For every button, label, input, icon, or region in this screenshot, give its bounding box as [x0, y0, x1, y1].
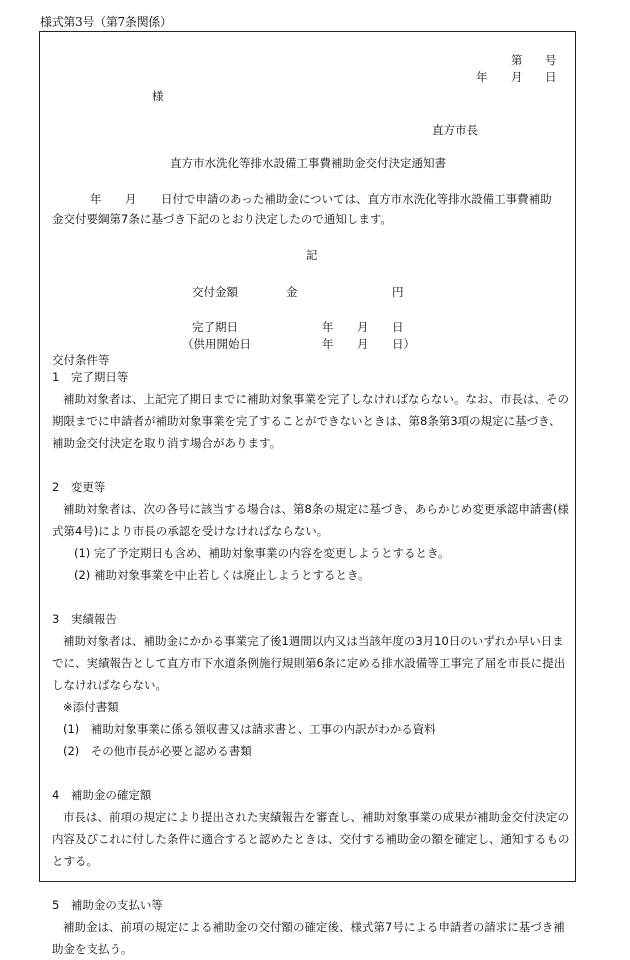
section-4-heading: 4 補助金の確定額 — [52, 788, 152, 802]
section-2-item-2: (2) 補助対象事業を中止若しくは廃止しようとするとき。 — [74, 568, 370, 582]
service-day: 日） — [392, 337, 415, 351]
sender-mayor: 直方市長 — [432, 123, 478, 137]
intro-month: 月 — [125, 192, 137, 206]
completion-year: 年 — [322, 320, 334, 334]
number-dai: 第 — [511, 53, 523, 67]
section-3-note: ※添付書類 — [63, 700, 119, 714]
completion-label: 完了期日 — [192, 320, 238, 334]
completion-month: 月 — [357, 320, 369, 334]
section-5-heading: 5 補助金の支払い等 — [52, 898, 163, 912]
date-month: 月 — [511, 70, 523, 84]
section-3-heading: 3 実績報告 — [52, 612, 117, 626]
intro-day-text: 日付で申請のあった補助金については、直方市水洗化等排水設備工事費補助 — [161, 192, 552, 206]
form-label: 様式第3号（第7条関係） — [40, 15, 172, 29]
section-1-heading: 1 完了期日等 — [52, 370, 129, 384]
intro-year: 年 — [90, 192, 102, 206]
amount-label: 交付金額 — [192, 285, 238, 299]
amount-kin: 金 — [286, 285, 298, 299]
section-3-item-1: (1) 補助対象事業に係る領収書又は請求書と、工事の内訳がわかる資料 — [63, 722, 436, 736]
addressee-sama: 様 — [152, 89, 164, 103]
section-3-body: 補助対象者は、補助金にかかる事業完了後1週間以内又は当該年度の3月10日のいずれか早い日までに、実績報告として直方市下水道条例施行規則第6条に定める排水設備等工事完了届を市長に提出しなければならない。 — [52, 634, 566, 692]
completion-day: 日 — [392, 320, 404, 334]
service-month: 月 — [357, 337, 369, 351]
section-5-body: 補助金は、前項の規定による補助金の交付額の確定後、様式第7号による申請者の請求に基づき補助金を支払う。 — [52, 920, 565, 956]
section-2-item-1: (1) 完了予定期日も含め、補助対象事業の内容を変更しようとするとき。 — [74, 546, 450, 560]
ki-mark: 記 — [306, 248, 318, 262]
section-1-body: 補助対象者は、上記完了期日までに補助対象事業を完了しなければならない。なお、市長は、その期限までに申請者が補助対象事業を完了することができないときは、第8条第3項の規定に基づき、補助金交付決定を取り消す場合があります。 — [52, 392, 569, 450]
date-day: 日 — [545, 70, 557, 84]
intro-line2: 金交付要綱第7条に基づき下記のとおり決定したので通知します。 — [52, 212, 392, 226]
section-2-body: 補助対象者は、次の各号に該当する場合は、第8条の規定に基づき、あらかじめ変更承認申請書(様式第4号)により市長の承認を受けなければならない。 — [52, 502, 569, 538]
amount-yen: 円 — [392, 285, 404, 299]
number-go: 号 — [545, 53, 557, 67]
conditions-heading: 交付条件等 — [52, 353, 110, 367]
date-year: 年 — [476, 70, 488, 84]
section-3-item-2: (2) その他市長が必要と認める書類 — [63, 744, 252, 758]
service-year: 年 — [322, 337, 334, 351]
section-2-heading: 2 変更等 — [52, 480, 106, 494]
section-4-body: 市長は、前項の規定により提出された実績報告を審査し、補助対象事業の成果が補助金交付決定の内容及びこれに付した条件に適合すると認めたときは、交付する補助金の額を確定し、通知するものとする。 — [52, 810, 570, 868]
document-title: 直方市水洗化等排水設備工事費補助金交付決定通知書 — [170, 156, 446, 170]
service-start-label: （供用開始日 — [182, 337, 251, 351]
conditions-body — [52, 366, 570, 960]
